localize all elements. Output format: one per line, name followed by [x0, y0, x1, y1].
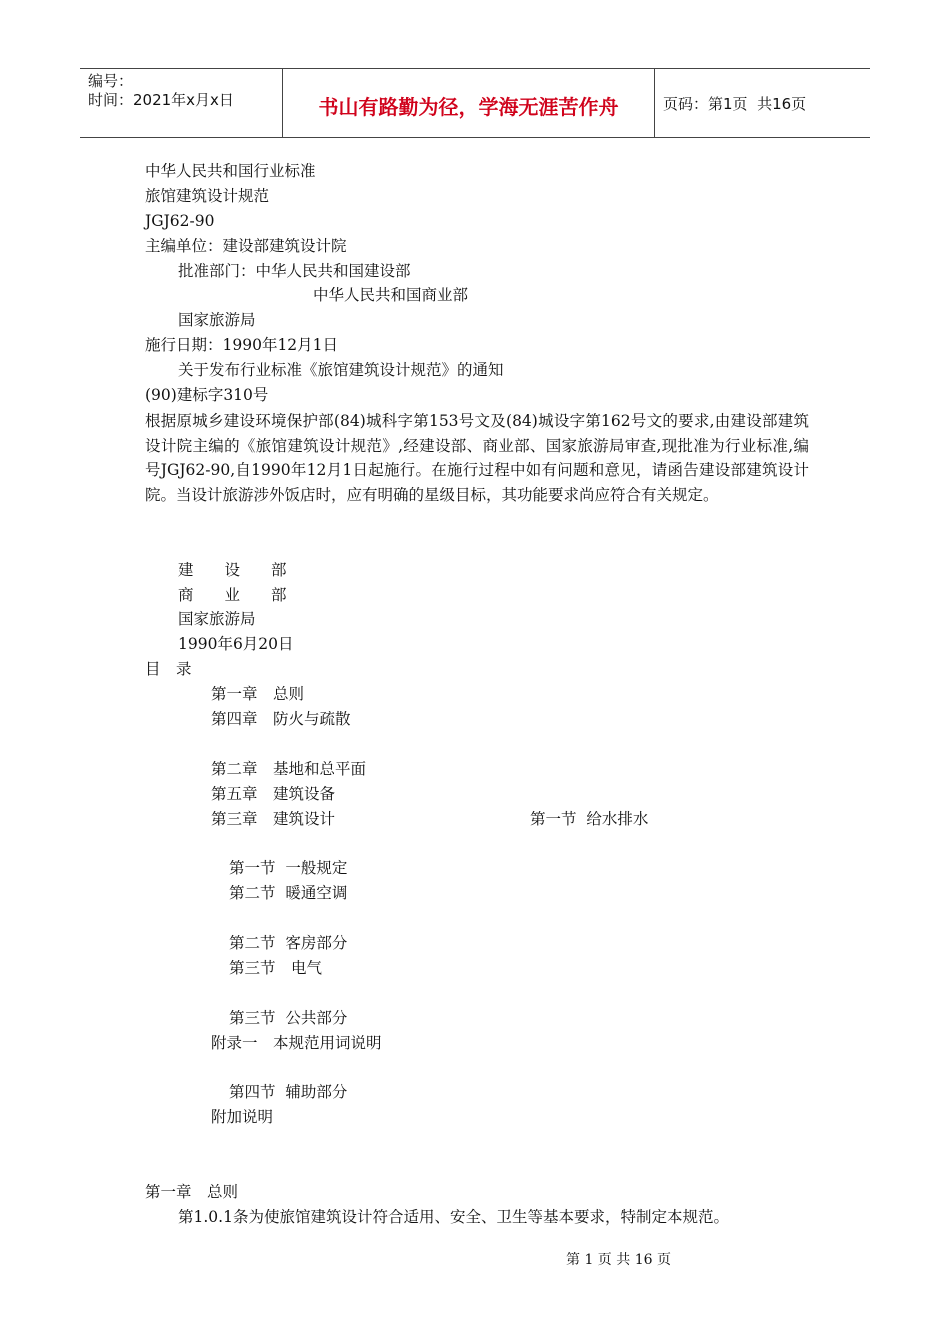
serial-label: 编号：	[88, 72, 134, 90]
toc-heading: 目 录	[145, 660, 192, 678]
toc-item: 第一节 一般规定	[229, 859, 348, 877]
signature-date: 1990年6月20日	[178, 635, 294, 653]
doc-approver-2: 中华人民共和国商业部	[313, 286, 469, 304]
toc-item: 第一节 给水排水	[530, 810, 649, 828]
doc-effective-date: 施行日期：1990年12月1日	[145, 336, 339, 354]
doc-code: JGJ62-90	[145, 212, 215, 230]
page-header	[80, 68, 870, 138]
doc-title-1: 中华人民共和国行业标准	[145, 162, 316, 180]
header-left-cell	[80, 69, 283, 137]
toc-item: 第二节 客房部分	[229, 934, 348, 952]
page-footer: 第 1 页 共 16 页	[566, 1252, 671, 1268]
header-motto: 书山有路勤为径，学海无涯苦作舟	[318, 95, 619, 119]
notice-number: (90)建标字310号	[145, 386, 269, 404]
toc-item: 附录一 本规范用词说明	[211, 1034, 382, 1052]
toc-item: 第二章 基地和总平面	[211, 760, 367, 778]
notice-body: 根据原城乡建设环境保护部(84)城科字第153号文及(84)城设字第162号文的要求,由建设部建筑设计院主编的《旅馆建筑设计规范》,经建设部、商业部、国家旅游局审查,现批准为行业标准,编号JGJ62-90,自1990年12月1日起施行。在施行过程中如有问题和意见，请函告建设部建筑设计院。当设计旅游涉外饭店时，应有明确的星级目标，其功能要求尚应符合有关规定。	[145, 412, 809, 505]
toc-item: 附加说明	[211, 1108, 274, 1126]
header-right-cell	[655, 69, 870, 137]
article-1-0-1: 第1.0.1条为使旅馆建筑设计符合适用、安全、卫生等基本要求，特制定本规范。	[178, 1208, 729, 1226]
toc-item: 第四节 辅助部分	[229, 1083, 348, 1101]
signature-ministry-3: 国家旅游局	[178, 610, 256, 628]
time-label: 时间：2021年x月x日	[88, 91, 234, 109]
toc-item: 第二节 暖通空调	[229, 884, 348, 902]
chapter-1-heading: 第一章 总则	[145, 1183, 239, 1201]
toc-item: 第五章 建筑设备	[211, 785, 336, 803]
toc-item: 第四章 防火与疏散	[211, 710, 351, 728]
doc-approver-1: 批准部门：中华人民共和国建设部	[178, 262, 411, 280]
header-motto-cell	[283, 69, 655, 137]
toc-item: 第三节 公共部分	[229, 1009, 348, 1027]
doc-title-2: 旅馆建筑设计规范	[145, 187, 270, 205]
signature-ministry-2: 商 业 部	[178, 586, 287, 604]
signature-ministry-1: 建 设 部	[178, 561, 287, 579]
doc-approver-3: 国家旅游局	[178, 311, 256, 329]
toc-item: 第一章 总则	[211, 685, 305, 703]
notice-title: 关于发布行业标准《旅馆建筑设计规范》的通知	[178, 361, 504, 379]
doc-editor: 主编单位：建设部建筑设计院	[145, 237, 347, 255]
header-page-info: 页码：第1页 共16页	[663, 95, 807, 113]
toc-item: 第三节 电气	[229, 959, 323, 977]
toc-item: 第三章 建筑设计	[211, 810, 336, 828]
